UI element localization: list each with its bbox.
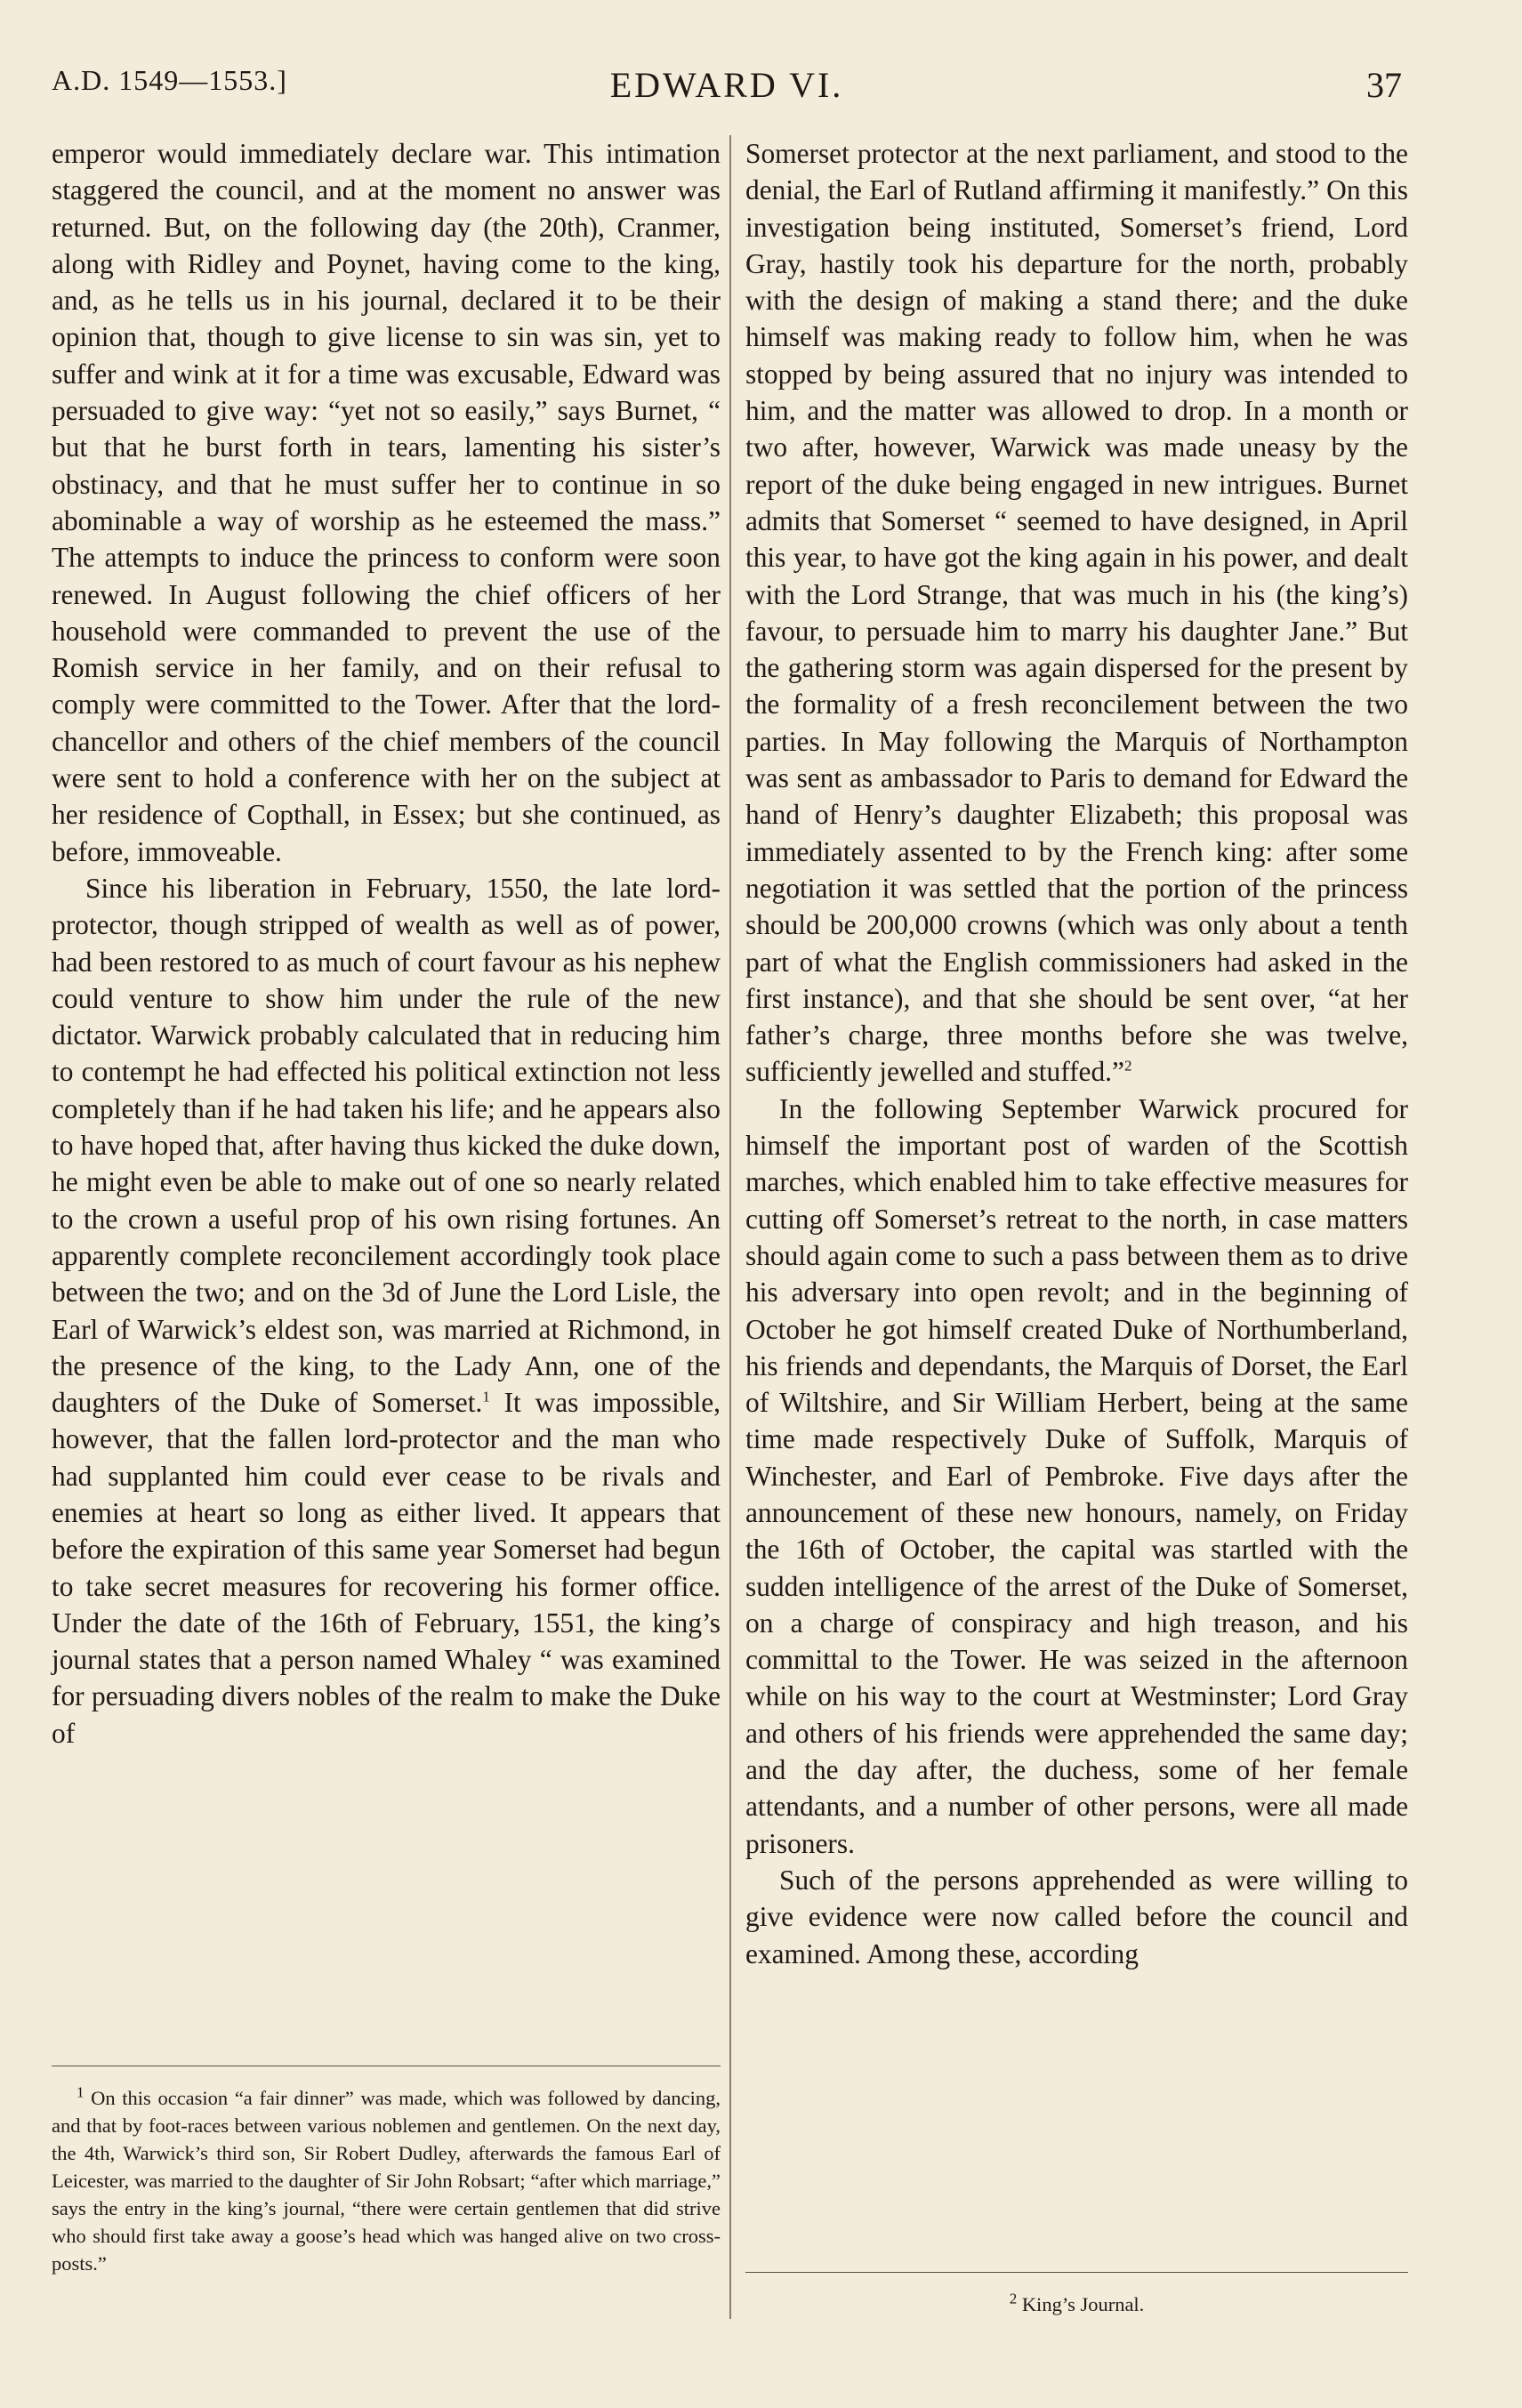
right-paragraph-3: Such of the persons apprehended as were willing to give evidence were now called before the council and examined. Among these, according xyxy=(745,1864,1408,1969)
right-column xyxy=(745,135,1408,1972)
footnote-1-mark: 1 xyxy=(77,2083,85,2101)
header-title: EDWARD VI. xyxy=(609,65,844,105)
right-paragraph-1 xyxy=(745,135,1408,1091)
running-header xyxy=(52,64,1402,117)
footnote-rule-right xyxy=(745,2272,1408,2273)
left-paragraph-2-continuation: It was impossible, however, that the fallen lord-protector and the man who had supplanted him could ever cease to be rivals and enemies at heart so long as either lived. It appears that before the expiration of this same year Somerset had begun to take secret measures for recovering his former office. Under the date of the 16th of February, 1551, the king’s journal states that a person named Whaley “ was examined for persuading divers nobles of the realm to make the Duke of xyxy=(52,1387,721,1749)
left-paragraph-2-text: Since his liberation in February, 1550, the late lord-protector, though stripped of wealth as well as of power, had been restored to as much of court favour as his nephew could venture to show him under the rule of the new dictator. Warwick probably calculated that in reducing him to contempt he had effected his political extinction not less completely than if he had taken his life; and he appears also to have hoped that, after having thus kicked the duke down, he might even be able to make out of one so nearly related to the crown a useful prop of his own rising fortunes. An apparently complete reconcilement accordingly took place between the two; and on the 3d of June the Lord Lisle, the Earl of Warwick’s eldest son, was married at Richmond, in the presence of the king, to the Lady Ann, one of the daughters of the Duke of Somerset. xyxy=(52,872,721,1419)
header-date-range: A.D. 1549—1553.] xyxy=(52,64,287,96)
footnote-ref-1: 1 xyxy=(482,1388,490,1405)
footnote-2 xyxy=(745,2291,1408,2318)
footnote-ref-2: 2 xyxy=(1123,1057,1132,1075)
page-number: 37 xyxy=(1366,65,1402,105)
footnote-1-text: On this occasion “a fair dinner” was made, which was followed by dancing, and that by foot-races between various noblemen and gentlemen. On the next day, the 4th, Warwick’s third son, Sir Robert Dudley, afterwards the famous Earl of Leicester, was married to the daughter of Sir John Robsart; “after which marriage,” says the entry in the king’s journal, “there were certain gentlemen that did strive who should first take away a goose’s head which was hanged alive on two cross-posts.” xyxy=(52,2087,721,2275)
footnote-2-text: King’s Journal. xyxy=(1017,2293,1145,2315)
left-paragraph-1: emperor would immediately declare war. This intimation staggered the council, and at the moment no answer was returned. But, on the following day (the 20th), Cranmer, along with Ridley and Poynet, having come to the king, and, as he tells us in his journal, declared it to be their opinion that, though to give license to sin was sin, yet to suffer and wink at it for a time was excusable, Edward was persuaded to give way: “yet not so easily,” says Burnet, “ but that he burst forth in tears, lamenting his sister’s obstinacy, and that he must suffer her to continue in so abominable a way of worship as he esteemed the mass.” The attempts to induce the princess to conform were soon renewed. In August following the chief officers of her household were commanded to prevent the use of the Romish service in her family, and on their refusal to comply were committed to the Tower. After that the lord-chancellor and others of the chief members of the council were sent to hold a conference with her on the subject at her residence of Copthall, in Essex; but she continued, as before, immoveable. xyxy=(52,138,721,867)
left-paragraph-2 xyxy=(52,870,721,1752)
right-paragraph-1-text: Somerset protector at the next parliament, and stood to the denial, the Earl of Rutland affirming it manifestly.” On this investigation being instituted, Somerset’s friend, Lord Gray, hastily took his departure for the north, probably with the design of making a stand there; and the duke himself was making ready to follow him, when he was stopped by being assured that no injury was intended to him, and the matter was allowed to drop. In a month or two after, however, Warwick was made uneasy by the report of the duke being engaged in new intrigues. Burnet admits that Somerset “ seemed to have designed, in April this year, to have got the king again in his power, and dealt with the Lord Strange, that was much in his (the king’s) favour, to persuade him to marry his daughter Jane.” But the gathering storm was again dispersed for the present by the formality of a fresh reconcilement between the two parties. In May following the Marquis of Northampton was sent as ambassador to Paris to demand for Edward the hand of Henry’s daughter Elizabeth; this proposal was immediately assented to by the French king: after some negotiation it was settled that the portion of the princess should be 200,000 crowns (which was only about a tenth part of what the English commissioners had asked in the first instance), and that she should be sent over, “at her father’s charge, three months before she was twelve, sufficiently jewelled and stuffed.” xyxy=(745,138,1408,1088)
left-column xyxy=(52,135,721,1752)
footnote-1 xyxy=(52,2084,721,2277)
right-paragraph-2: In the following September Warwick procured for himself the important post of warden of the Scottish marches, which enabled him to take effective measures for cutting off Somerset’s retreat to the north, in case matters should again come to such a pass between them as to drive his adversary into open revolt; and in the beginning of October he got himself created Duke of Northumberland, his friends and dependants, the Marquis of Dorset, the Earl of Wiltshire, and Sir William Herbert, being at the same time made respectively Duke of Suffolk, Marquis of Winchester, and Earl of Pembroke. Five days after the announcement of these new honours, namely, on Friday the 16th of October, the capital was startled with the sudden intelligence of the arrest of the Duke of Somerset, on a charge of conspiracy and high treason, and his committal to the Tower. He was seized in the afternoon while on his way to the court at Westminster; Lord Gray and others of his friends were apprehended the same day; and the day after, the duchess, some of her female attendants, and a number of other persons, were all made prisoners. xyxy=(745,1092,1408,1859)
footnote-2-mark: 2 xyxy=(1009,2290,1018,2307)
column-divider xyxy=(729,135,731,2319)
